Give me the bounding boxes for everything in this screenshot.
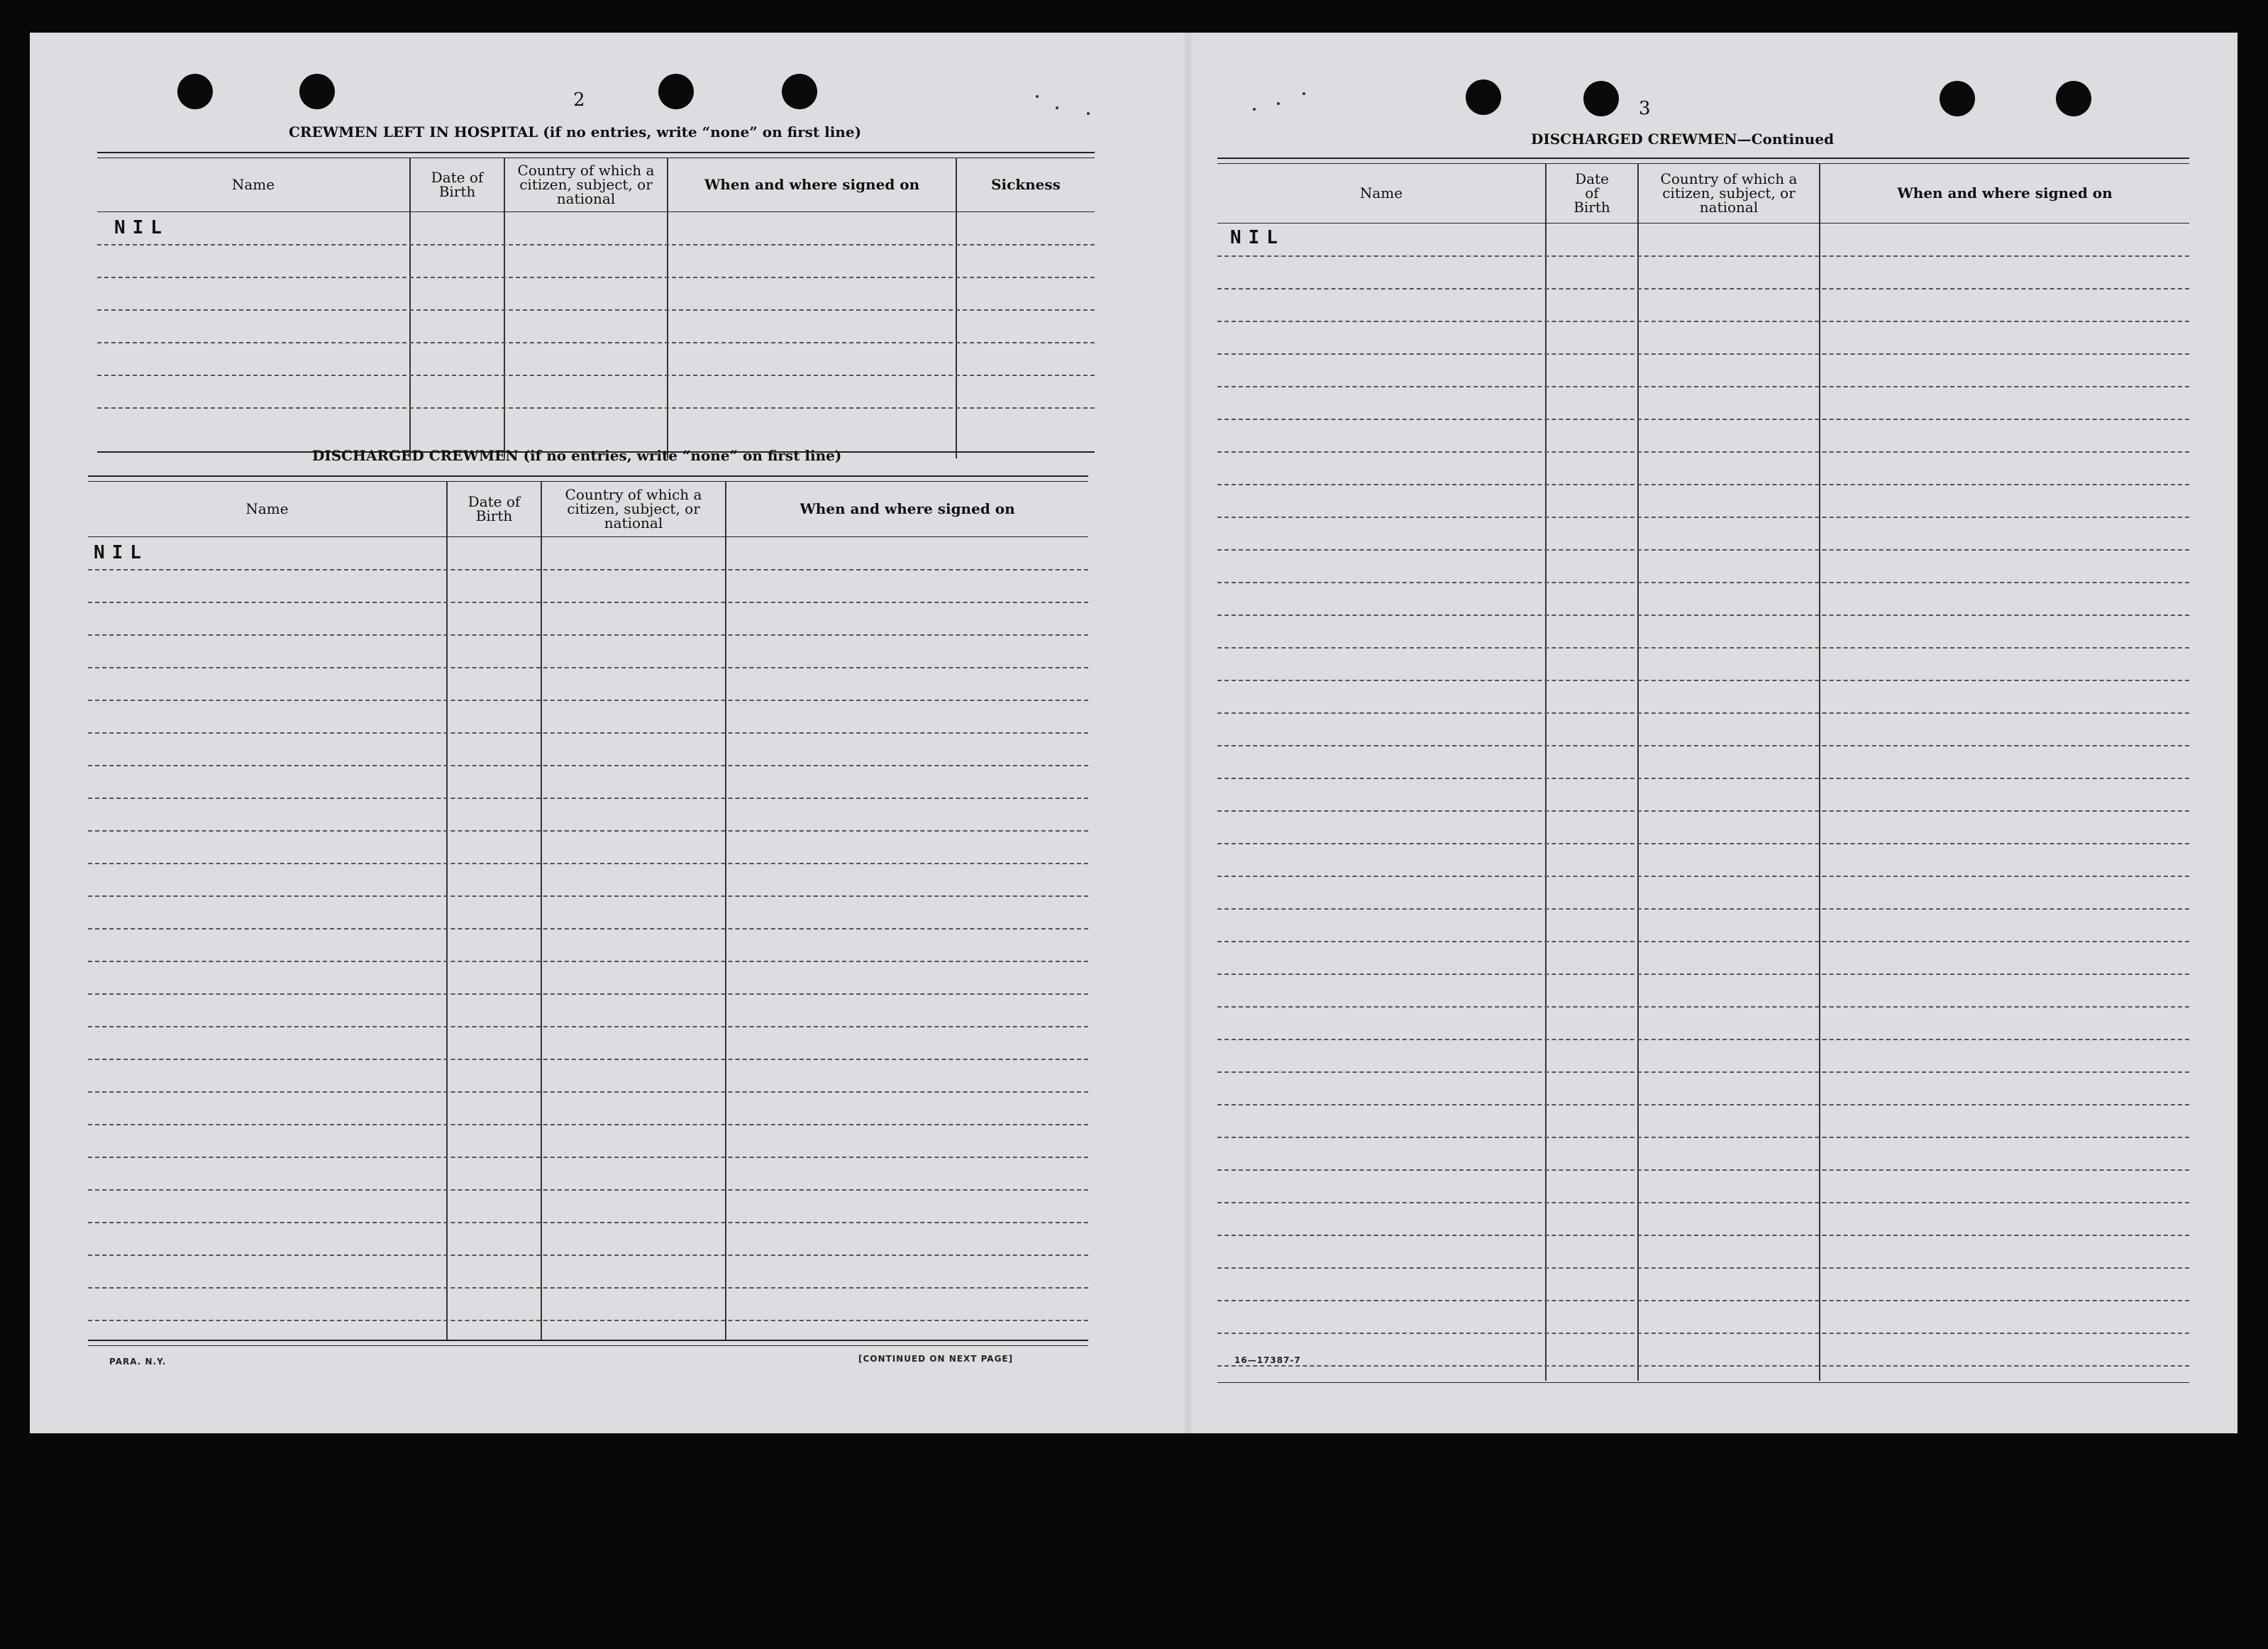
entry-line <box>1217 484 2189 485</box>
continued-note: [CONTINUED ON NEXT PAGE] <box>858 1354 1014 1364</box>
entry-line <box>1217 647 2189 649</box>
entry-line <box>1217 810 2189 812</box>
table-top-rule <box>97 152 1095 153</box>
table-top-rule <box>88 475 1088 477</box>
entry-line <box>1217 549 2189 551</box>
left-page <box>30 33 1182 1433</box>
entry-line <box>97 375 1095 376</box>
punch-hole <box>1583 81 1619 116</box>
entry-line <box>1217 1333 2189 1334</box>
discharged-continued-table <box>1217 158 2189 1388</box>
entry-line <box>1217 843 2189 844</box>
column-header-date-of-birth: Date of Birth <box>468 493 521 524</box>
entry-line <box>88 1222 1088 1223</box>
entry-line <box>1217 1202 2189 1203</box>
page-number: 3 <box>1639 98 1651 119</box>
entry-line <box>1217 288 2189 289</box>
entry-line <box>1217 451 2189 453</box>
paper-speck <box>1056 106 1058 109</box>
entry-line <box>88 863 1088 864</box>
entry-line <box>1217 1039 2189 1040</box>
entry-line <box>1217 1104 2189 1105</box>
punch-hole <box>177 74 213 109</box>
table-top-rule <box>1217 158 2189 159</box>
entry-line <box>88 1254 1088 1256</box>
entry-line <box>88 602 1088 603</box>
table-bottom-rule <box>1217 1382 2189 1383</box>
entry-line <box>88 765 1088 766</box>
table-top-rule <box>1217 163 2189 164</box>
entry-line <box>1217 680 2189 681</box>
table-bottom-rule <box>88 1345 1088 1346</box>
table-top-rule <box>88 481 1088 482</box>
entry-line <box>88 634 1088 636</box>
paper-speck <box>1253 108 1256 111</box>
column-header-country: Country of which a citizen, subject, or national <box>517 162 655 207</box>
entry-line <box>97 277 1095 278</box>
punch-hole <box>782 74 817 109</box>
entry-line <box>88 993 1088 995</box>
entry-line <box>1217 876 2189 877</box>
paper-speck <box>1036 95 1039 98</box>
entry-line <box>88 1026 1088 1027</box>
entry-line <box>1217 1169 2189 1171</box>
entry-line <box>1217 582 2189 583</box>
entry-line <box>1217 1267 2189 1269</box>
entry-line <box>1217 419 2189 420</box>
entry-line <box>88 700 1088 701</box>
entry-line <box>1217 778 2189 779</box>
document-sheet <box>30 33 2237 1433</box>
printer-mark: PARA. N.Y. <box>109 1357 167 1367</box>
right-page <box>1193 33 2237 1433</box>
header-bottom-rule <box>1217 223 2189 224</box>
entry-line <box>1217 941 2189 942</box>
hospital-table <box>97 152 1095 458</box>
entry-line <box>1217 1137 2189 1138</box>
column-divider <box>1819 163 1820 1381</box>
entry-line <box>1217 517 2189 518</box>
discharged-section-title: DISCHARGED CREWMEN (if no entries, write “none” on first line) <box>312 447 842 464</box>
entry-line <box>1217 908 2189 910</box>
entry-line <box>1217 1300 2189 1301</box>
entry-line <box>1217 1365 2189 1367</box>
entry-line <box>88 1287 1088 1289</box>
entry-line <box>1217 321 2189 322</box>
column-header-signed-on: When and where signed on <box>704 176 920 193</box>
punch-hole <box>1940 81 1975 116</box>
column-header-signed-on: When and where signed on <box>800 500 1015 517</box>
paper-speck <box>1277 102 1280 105</box>
column-header-name: Name <box>1359 184 1403 202</box>
entry-line <box>1217 255 2189 257</box>
paper-speck <box>1302 92 1305 95</box>
entry-line <box>88 830 1088 832</box>
discharged-continued-title: DISCHARGED CREWMEN—Continued <box>1531 131 1835 148</box>
column-divider <box>1637 163 1639 1381</box>
header-bottom-rule <box>88 536 1088 537</box>
discharged-continued-entry: NIL <box>1230 227 1285 248</box>
entry-line <box>97 407 1095 409</box>
column-header-signed-on: When and where signed on <box>1897 184 2113 202</box>
header-bottom-rule <box>97 211 1095 212</box>
entry-line <box>88 895 1088 897</box>
entry-line <box>88 1124 1088 1125</box>
entry-line <box>1217 974 2189 975</box>
hospital-section-title: CREWMEN LEFT IN HOSPITAL (if no entries, write “none” on first line) <box>289 123 862 140</box>
entry-line <box>1217 386 2189 387</box>
entry-line <box>88 667 1088 668</box>
entry-line <box>97 342 1095 343</box>
column-divider <box>1545 163 1547 1381</box>
entry-line <box>88 569 1088 570</box>
paper-speck <box>1087 112 1090 115</box>
column-header-name: Name <box>231 176 275 193</box>
table-bottom-rule <box>88 1340 1088 1341</box>
column-divider <box>446 481 448 1340</box>
punch-hole <box>658 74 694 109</box>
entry-line <box>1217 712 2189 714</box>
page-number: 2 <box>573 89 585 111</box>
entry-line <box>88 798 1088 799</box>
punch-hole <box>299 74 335 109</box>
entry-line <box>88 1320 1088 1321</box>
column-header-country: Country of which a citizen, subject, or national <box>565 486 702 531</box>
column-header-sickness: Sickness <box>991 176 1061 193</box>
column-header-date-of-birth: Date of Birth <box>431 169 484 200</box>
entry-line <box>1217 614 2189 616</box>
entry-line <box>88 961 1088 962</box>
column-divider <box>541 481 542 1340</box>
entry-line <box>88 1091 1088 1093</box>
entry-line <box>88 732 1088 734</box>
column-header-name: Name <box>245 500 289 517</box>
discharged-table <box>88 475 1088 1348</box>
form-number: 16—17387-7 <box>1234 1355 1301 1365</box>
entry-line <box>88 1059 1088 1060</box>
entry-line <box>88 928 1088 930</box>
entry-line <box>88 1157 1088 1158</box>
column-header-country: Country of which a citizen, subject, or national <box>1660 170 1798 216</box>
entry-line <box>88 1189 1088 1191</box>
entry-line <box>1217 1071 2189 1073</box>
entry-line <box>97 309 1095 311</box>
entry-line <box>1217 1235 2189 1236</box>
entry-line <box>1217 353 2189 355</box>
entry-line <box>97 244 1095 246</box>
column-divider <box>725 481 726 1340</box>
entry-line <box>1217 1006 2189 1008</box>
column-header-date-of-birth: Date of Birth <box>1573 170 1610 216</box>
discharged-entry: NIL <box>94 542 148 563</box>
entry-line <box>1217 745 2189 746</box>
punch-hole <box>1466 79 1501 115</box>
hospital-entry: NIL <box>114 217 169 238</box>
punch-hole <box>2056 81 2091 116</box>
